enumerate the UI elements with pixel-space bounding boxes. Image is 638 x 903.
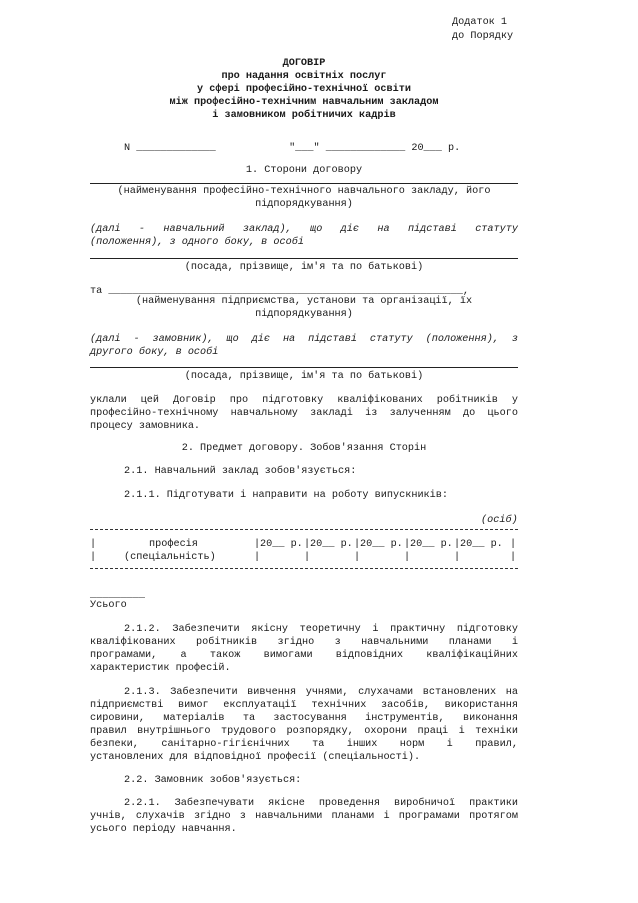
table-bar: | — [510, 539, 517, 550]
table-header-specialty: (спеціальність) — [124, 552, 216, 563]
table-year-2: 20__ р. — [310, 539, 353, 550]
table-top-border — [90, 529, 518, 530]
table-bar: | — [304, 539, 311, 550]
ta-line: та __________________________________________________________, — [90, 286, 470, 297]
clause-2-1-1: 2.1.1. Підготувати і направити на роботу випускників: — [124, 490, 449, 501]
institution-text-1: (далі - навчальний заклад), що діє на підставі статуту — [90, 224, 518, 235]
concluded-text-2: професійно-технічному навчальному закладі із залученням до цього — [90, 408, 518, 419]
table-bar: | — [354, 539, 361, 550]
total-label: Усього — [90, 600, 127, 611]
table-bottom-border — [90, 568, 518, 569]
clause-2-1-2-line-1: 2.1.2. Забезпечити якісну теоретичну і практичну підготовку — [124, 624, 518, 635]
table-bar: | — [404, 552, 411, 563]
clause-2-1-3-line-6: установлених для відповідної професії (спеціальності). — [90, 752, 421, 763]
blank-line-person-1 — [90, 258, 518, 259]
table-bar: | — [90, 539, 97, 550]
table-year-5: 20__ р. — [460, 539, 503, 550]
doc-subtitle-1: про надання освітніх послуг — [221, 71, 387, 82]
person-caption-1: (посада, прізвище, ім'я та по батькові) — [184, 262, 424, 273]
table-bar: | — [254, 539, 261, 550]
table-bar: | — [304, 552, 311, 563]
section-2-heading: 2. Предмет договору. Зобов'язання Сторін — [181, 443, 427, 454]
number-date-line: N _____________ "___" _____________ 20___ р. — [124, 143, 461, 154]
clause-2-1: 2.1. Навчальний заклад зобов'язується: — [124, 466, 357, 477]
clause-2-1-2-line-3: програмами, а також вимогами відповідних кваліфікаційних — [90, 650, 518, 661]
clause-2-2: 2.2. Замовник зобов'язується: — [124, 775, 302, 786]
blank-line-institution — [90, 183, 518, 184]
table-year-1: 20__ р. — [260, 539, 303, 550]
clause-2-1-3-line-2: підприємстві вимог експлуатації технічних засобів, використання — [90, 700, 518, 711]
doc-subtitle-3: між професійно-технічним навчальним закладом — [169, 97, 439, 108]
clause-2-2-1-line-2: учнів, слухачів згідно з навчальними планами і програмами протягом — [90, 811, 518, 822]
customer-text-1: (далі - замовник), що діє на підставі статуту (положення), з — [90, 334, 518, 345]
doc-subtitle-2: у сфері професійно-технічної освіти — [197, 84, 411, 95]
doc-title: ДОГОВІР — [282, 58, 326, 69]
institution-text-2: (положення), з одного боку, в особі — [90, 237, 304, 248]
clause-2-1-2-line-2: кваліфікованих робітників згідно з навчальними планами і — [90, 637, 518, 648]
clause-2-1-3-line-5: безпеки, санітарно-гігієнічних та інших норм і правил, — [90, 739, 518, 750]
section-1-heading: 1. Сторони договору — [245, 165, 363, 176]
table-bar: | — [90, 552, 97, 563]
clause-2-2-1-line-3: усього періоду навчання. — [90, 824, 237, 835]
clause-2-1-2-line-4: характеристик професій. — [90, 663, 231, 674]
clause-2-1-3-line-1: 2.1.3. Забезпечити вивчення учнями, слухачами встановлених на — [124, 687, 518, 698]
table-bar: | — [254, 552, 261, 563]
doc-subtitle-4: і замовником робітничих кадрів — [212, 110, 396, 121]
total-blank: _________ — [90, 590, 146, 601]
table-bar: | — [454, 539, 461, 550]
institution-caption-1: (найменування професійно-технічного навчального закладу, його — [117, 186, 491, 197]
appendix-line-1: Додаток 1 — [452, 17, 508, 28]
table-bar: | — [510, 552, 517, 563]
enterprise-caption-2: підпорядкування) — [255, 309, 353, 320]
appendix-line-2: до Порядку — [452, 31, 514, 42]
units-label: (осіб) — [481, 515, 518, 526]
person-caption-2: (посада, прізвище, ім'я та по батькові) — [184, 371, 424, 382]
customer-text-2: другого боку, в особі — [90, 347, 219, 358]
table-bar: | — [404, 539, 411, 550]
concluded-text-3: процесу замовника. — [90, 421, 201, 432]
table-year-4: 20__ р. — [410, 539, 453, 550]
institution-caption-2: підпорядкування) — [255, 199, 353, 210]
table-bar: | — [354, 552, 361, 563]
concluded-text-1: уклали цей Договір про підготовку кваліфікованих робітників у — [90, 395, 518, 406]
table-bar: | — [454, 552, 461, 563]
enterprise-caption-1: (найменування підприємства, установи та організації, їх — [135, 296, 473, 307]
table-year-3: 20__ р. — [360, 539, 403, 550]
blank-line-person-2 — [90, 367, 518, 368]
table-header-profession: професія — [149, 539, 198, 550]
clause-2-1-3-line-4: правил внутрішнього трудового розпорядку, охорони праці і техніки — [90, 726, 518, 737]
clause-2-1-3-line-3: сировини, матеріалів та застосування інструментів, виконання — [90, 713, 518, 724]
clause-2-2-1-line-1: 2.2.1. Забезпечувати якісне проведення виробничої практики — [124, 798, 518, 809]
